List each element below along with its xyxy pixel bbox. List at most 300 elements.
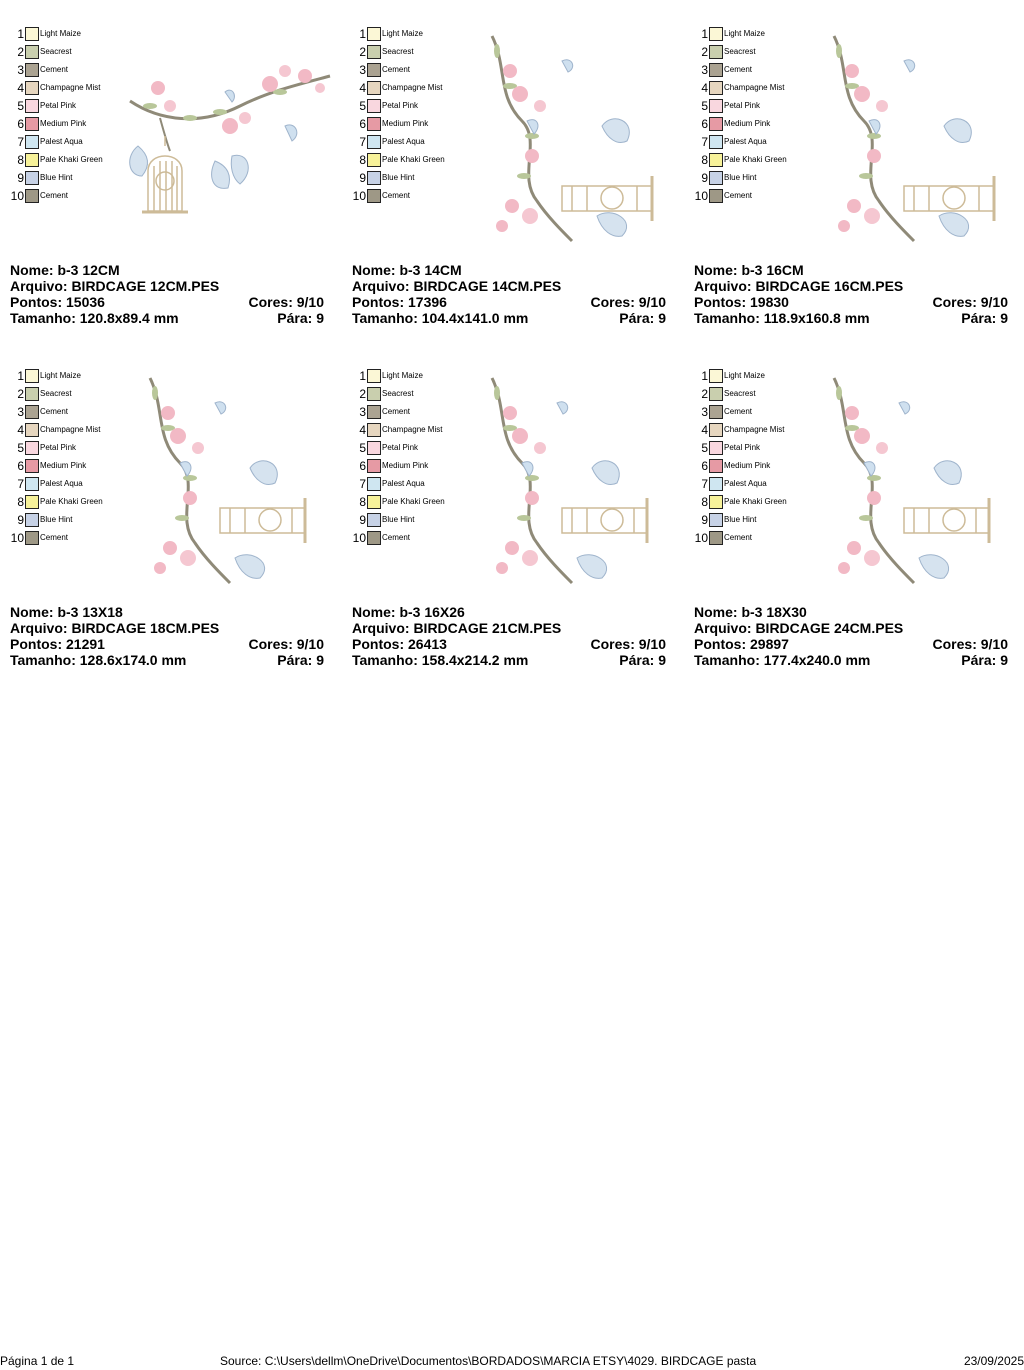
thread-row: [10, 98, 120, 116]
thread-name: Seacrest: [40, 389, 72, 398]
butterfly-shape: [180, 402, 277, 579]
thread-swatch: [25, 531, 39, 545]
thread-row: [352, 440, 462, 458]
tamanho-line: [694, 652, 1008, 668]
thread-number: 9: [701, 171, 708, 185]
design-name: Nome: b-3 16CM: [694, 262, 804, 278]
stop-count: Pára: 9: [961, 310, 1008, 326]
file-name: Arquivo: BIRDCAGE 12CM.PES: [10, 278, 220, 294]
thread-row: [10, 188, 120, 206]
design-name: Nome: b-3 18X30: [694, 604, 807, 620]
design-info: [352, 604, 666, 668]
thread-name: Champagne Mist: [724, 83, 785, 92]
thread-name: Cement: [724, 407, 753, 416]
file-name: Arquivo: BIRDCAGE 24CM.PES: [694, 620, 904, 636]
thread-name: Cement: [382, 65, 411, 74]
thread-row: [10, 458, 120, 476]
thread-row: [352, 458, 462, 476]
pontos-line: [10, 636, 324, 652]
thread-row: [352, 530, 462, 548]
thread-swatch: [367, 513, 381, 527]
thread-swatch: [709, 63, 723, 77]
thread-row: [10, 404, 120, 422]
thread-name: Cement: [382, 533, 411, 542]
thread-number: 7: [359, 477, 366, 491]
thread-name: Light Maize: [724, 29, 765, 38]
thread-row: [352, 98, 462, 116]
design-info: [352, 262, 666, 326]
thread-number: 10: [694, 189, 708, 203]
color-count: Cores: 9/10: [590, 294, 666, 310]
thread-row: [694, 404, 804, 422]
tamanho-line: [694, 310, 1008, 326]
thread-name: Medium Pink: [40, 119, 87, 128]
thread-name: Pale Khaki Green: [382, 497, 445, 506]
page-number: Página 1 de 1: [0, 1354, 75, 1368]
arquivo-line: [10, 620, 324, 636]
thread-row: [10, 80, 120, 98]
thread-swatch: [25, 459, 39, 473]
thread-number: 3: [17, 63, 24, 77]
thread-name: Palest Aqua: [724, 479, 767, 488]
thread-swatch: [709, 171, 723, 185]
thread-name: Palest Aqua: [382, 479, 425, 488]
thread-number: 10: [352, 189, 366, 203]
embroidery-preview-image: [120, 26, 340, 246]
thread-row: [10, 386, 120, 404]
thread-swatch: [709, 441, 723, 455]
thread-number: 5: [17, 441, 24, 455]
thread-number: 3: [701, 63, 708, 77]
thread-name: Petal Pink: [724, 101, 761, 110]
thread-row: [10, 116, 120, 134]
thread-name: Palest Aqua: [382, 137, 425, 146]
thread-number: 5: [701, 99, 708, 113]
thread-number: 6: [359, 117, 366, 131]
thread-name: Cement: [382, 407, 411, 416]
thread-number: 5: [17, 99, 24, 113]
thread-number: 7: [701, 135, 708, 149]
design-name: Nome: b-3 16X26: [352, 604, 465, 620]
branch-horizontal: [130, 65, 330, 151]
thread-swatch: [25, 153, 39, 167]
thread-row: [10, 494, 120, 512]
thread-row: [694, 368, 804, 386]
thread-number: 6: [701, 117, 708, 131]
thread-swatch: [367, 63, 381, 77]
embroidery-preview-image: [804, 368, 1024, 588]
thread-row: [694, 170, 804, 188]
thread-row: [10, 170, 120, 188]
stop-count: Pára: 9: [277, 652, 324, 668]
thread-row: [694, 134, 804, 152]
design-card: [694, 368, 1024, 688]
thread-name: Cement: [382, 191, 411, 200]
thread-row: [694, 386, 804, 404]
thread-number: 7: [17, 135, 24, 149]
stop-count: Pára: 9: [619, 310, 666, 326]
thread-row: [694, 26, 804, 44]
thread-number: 10: [352, 531, 366, 545]
thread-name: Cement: [724, 191, 753, 200]
thread-row: [10, 62, 120, 80]
birdcage-shape: [562, 498, 647, 543]
thread-row: [694, 152, 804, 170]
thread-row: [352, 44, 462, 62]
thread-row: [352, 476, 462, 494]
thread-name: Light Maize: [40, 371, 81, 380]
nome-line: [694, 604, 1008, 620]
thread-name: Blue Hint: [40, 515, 73, 524]
design-info: [694, 262, 1008, 326]
thread-number: 2: [359, 45, 366, 59]
thread-swatch: [367, 495, 381, 509]
tamanho-line: [352, 310, 666, 326]
thread-row: [352, 134, 462, 152]
design-size: Tamanho: 118.9x160.8 mm: [694, 310, 870, 326]
thread-row: [694, 62, 804, 80]
thread-swatch: [367, 459, 381, 473]
tamanho-line: [352, 652, 666, 668]
thread-swatch: [367, 369, 381, 383]
thread-number: 3: [17, 405, 24, 419]
thread-swatch: [367, 531, 381, 545]
nome-line: [352, 604, 666, 620]
thread-row: [352, 512, 462, 530]
design-info: [694, 604, 1008, 668]
thread-swatch: [709, 477, 723, 491]
thread-row: [10, 134, 120, 152]
birdcage-shape: [142, 136, 188, 212]
birdcage-shape: [220, 498, 305, 543]
thread-name: Blue Hint: [382, 173, 415, 182]
thread-name: Pale Khaki Green: [382, 155, 445, 164]
thread-number: 6: [701, 459, 708, 473]
design-name: Nome: b-3 12CM: [10, 262, 120, 278]
thread-swatch: [25, 369, 39, 383]
thread-row: [352, 188, 462, 206]
stitch-count: Pontos: 26413: [352, 636, 447, 652]
thread-number: 6: [359, 459, 366, 473]
thread-row: [694, 530, 804, 548]
pontos-line: [694, 294, 1008, 310]
thread-number: 8: [359, 153, 366, 167]
thread-number: 3: [359, 405, 366, 419]
design-info: [10, 262, 324, 326]
thread-swatch: [367, 99, 381, 113]
thread-number: 4: [701, 423, 708, 437]
thread-name: Seacrest: [724, 389, 756, 398]
thread-number: 5: [359, 441, 366, 455]
design-size: Tamanho: 158.4x214.2 mm: [352, 652, 529, 668]
thread-row: [694, 98, 804, 116]
thread-swatch: [709, 459, 723, 473]
thread-number: 9: [17, 513, 24, 527]
thread-row: [10, 368, 120, 386]
thread-row: [10, 476, 120, 494]
source-path: Source: C:\Users\dellm\OneDrive\Documentos\BORDADOS\MARCIA ETSY\4029. BIRDCAGE pasta: [220, 1354, 757, 1368]
arquivo-line: [694, 620, 1008, 636]
thread-name: Petal Pink: [382, 443, 419, 452]
thread-number: 10: [10, 531, 24, 545]
thread-number: 2: [359, 387, 366, 401]
thread-swatch: [709, 423, 723, 437]
thread-swatch: [367, 45, 381, 59]
thread-swatch: [367, 477, 381, 491]
thread-row: [352, 80, 462, 98]
thread-swatch: [367, 189, 381, 203]
thread-number: 1: [359, 27, 366, 41]
thread-name: Medium Pink: [40, 461, 87, 470]
thread-number: 2: [701, 45, 708, 59]
stop-count: Pára: 9: [961, 652, 1008, 668]
thread-swatch: [25, 135, 39, 149]
thread-number: 9: [359, 171, 366, 185]
thread-name: Champagne Mist: [40, 425, 101, 434]
thread-name: Seacrest: [382, 389, 414, 398]
thread-swatch: [709, 135, 723, 149]
thread-swatch: [25, 117, 39, 131]
thread-row: [352, 368, 462, 386]
thread-row: [10, 530, 120, 548]
thread-number: 6: [17, 117, 24, 131]
thread-name: Medium Pink: [382, 119, 429, 128]
thread-name: Cement: [40, 191, 69, 200]
thread-number: 1: [17, 27, 24, 41]
thread-row: [694, 422, 804, 440]
thread-row: [352, 26, 462, 44]
butterfly-shape: [522, 402, 619, 579]
thread-swatch: [25, 423, 39, 437]
design-name: Nome: b-3 13X18: [10, 604, 123, 620]
thread-swatch: [709, 513, 723, 527]
thread-swatch: [25, 405, 39, 419]
thread-number: 3: [359, 63, 366, 77]
thread-number: 4: [359, 81, 366, 95]
thread-name: Petal Pink: [40, 443, 77, 452]
thread-swatch: [25, 99, 39, 113]
thread-name: Cement: [40, 533, 69, 542]
thread-swatch: [709, 153, 723, 167]
design-size: Tamanho: 120.8x89.4 mm: [10, 310, 179, 326]
design-card: [694, 26, 1024, 346]
stitch-count: Pontos: 29897: [694, 636, 789, 652]
branch-vertical: [834, 36, 914, 241]
thread-number: 5: [701, 441, 708, 455]
thread-number: 8: [701, 495, 708, 509]
thread-name: Cement: [724, 65, 753, 74]
thread-swatch: [367, 423, 381, 437]
thread-name: Blue Hint: [382, 515, 415, 524]
thread-name: Champagne Mist: [382, 425, 443, 434]
thread-number: 6: [17, 459, 24, 473]
thread-swatch: [709, 531, 723, 545]
thread-swatch: [367, 153, 381, 167]
stop-count: Pára: 9: [277, 310, 324, 326]
design-info: [10, 604, 324, 668]
thread-number: 4: [17, 423, 24, 437]
thread-swatch: [367, 171, 381, 185]
thread-number: 3: [701, 405, 708, 419]
thread-swatch: [709, 369, 723, 383]
butterfly-shape: [864, 402, 961, 579]
thread-swatch: [709, 99, 723, 113]
thread-row: [694, 80, 804, 98]
birdcage-shape: [904, 498, 989, 543]
thread-name: Light Maize: [382, 29, 423, 38]
thread-swatch: [25, 189, 39, 203]
color-count: Cores: 9/10: [248, 636, 324, 652]
thread-swatch: [709, 117, 723, 131]
color-count: Cores: 9/10: [248, 294, 324, 310]
thread-number: 4: [359, 423, 366, 437]
thread-number: 8: [359, 495, 366, 509]
thread-number: 2: [701, 387, 708, 401]
thread-row: [694, 494, 804, 512]
arquivo-line: [352, 620, 666, 636]
thread-row: [352, 62, 462, 80]
thread-name: Medium Pink: [724, 461, 771, 470]
color-count: Cores: 9/10: [590, 636, 666, 652]
embroidery-preview-image: [462, 368, 682, 588]
thread-name: Light Maize: [40, 29, 81, 38]
thread-number: 8: [701, 153, 708, 167]
thread-swatch: [25, 27, 39, 41]
thread-swatch: [709, 45, 723, 59]
color-count: Cores: 9/10: [932, 636, 1008, 652]
design-card: [10, 368, 340, 688]
tamanho-line: [10, 652, 324, 668]
thread-name: Champagne Mist: [40, 83, 101, 92]
thread-number: 5: [359, 99, 366, 113]
thread-number: 9: [359, 513, 366, 527]
thread-row: [352, 116, 462, 134]
pontos-line: [10, 294, 324, 310]
thread-row: [352, 494, 462, 512]
thread-name: Cement: [724, 533, 753, 542]
thread-name: Pale Khaki Green: [40, 155, 103, 164]
nome-line: [352, 262, 666, 278]
thread-row: [10, 422, 120, 440]
thread-row: [694, 116, 804, 134]
pontos-line: [352, 636, 666, 652]
thread-number: 2: [17, 387, 24, 401]
thread-name: Blue Hint: [40, 173, 73, 182]
thread-number: 1: [701, 369, 708, 383]
thread-number: 7: [17, 477, 24, 491]
thread-name: Pale Khaki Green: [724, 497, 787, 506]
thread-row: [10, 440, 120, 458]
stitch-count: Pontos: 15036: [10, 294, 105, 310]
thread-row: [694, 188, 804, 206]
file-name: Arquivo: BIRDCAGE 14CM.PES: [352, 278, 562, 294]
thread-number: 8: [17, 153, 24, 167]
thread-name: Light Maize: [382, 371, 423, 380]
thread-row: [694, 44, 804, 62]
thread-name: Pale Khaki Green: [724, 155, 787, 164]
arquivo-line: [694, 278, 1008, 294]
file-name: Arquivo: BIRDCAGE 18CM.PES: [10, 620, 220, 636]
embroidery-preview-image: [120, 368, 340, 588]
stitch-count: Pontos: 17396: [352, 294, 447, 310]
thread-name: Medium Pink: [382, 461, 429, 470]
design-size: Tamanho: 128.6x174.0 mm: [10, 652, 187, 668]
thread-number: 10: [694, 531, 708, 545]
thread-number: 1: [17, 369, 24, 383]
thread-number: 4: [17, 81, 24, 95]
thread-swatch: [367, 81, 381, 95]
thread-number: 1: [701, 27, 708, 41]
thread-name: Light Maize: [724, 371, 765, 380]
thread-row: [10, 44, 120, 62]
stitch-count: Pontos: 19830: [694, 294, 789, 310]
thread-swatch: [25, 495, 39, 509]
thread-swatch: [367, 27, 381, 41]
thread-name: Seacrest: [724, 47, 756, 56]
thread-name: Cement: [40, 65, 69, 74]
thread-row: [694, 476, 804, 494]
thread-row: [352, 170, 462, 188]
stitch-count: Pontos: 21291: [10, 636, 105, 652]
thread-row: [10, 26, 120, 44]
thread-name: Pale Khaki Green: [40, 497, 103, 506]
thread-swatch: [709, 81, 723, 95]
thread-swatch: [25, 387, 39, 401]
thread-number: 8: [17, 495, 24, 509]
branch-vertical: [492, 36, 572, 241]
tamanho-line: [10, 310, 324, 326]
thread-name: Blue Hint: [724, 515, 757, 524]
arquivo-line: [10, 278, 324, 294]
thread-row: [10, 152, 120, 170]
thread-swatch: [25, 171, 39, 185]
thread-swatch: [25, 441, 39, 455]
pontos-line: [694, 636, 1008, 652]
thread-row: [352, 386, 462, 404]
thread-name: Petal Pink: [382, 101, 419, 110]
thread-name: Champagne Mist: [724, 425, 785, 434]
stop-count: Pára: 9: [619, 652, 666, 668]
pontos-line: [352, 294, 666, 310]
thread-number: 1: [359, 369, 366, 383]
design-card: [10, 26, 340, 346]
thread-number: 4: [701, 81, 708, 95]
thread-name: Petal Pink: [40, 101, 77, 110]
thread-swatch: [25, 63, 39, 77]
thread-swatch: [709, 405, 723, 419]
thread-swatch: [367, 135, 381, 149]
thread-name: Petal Pink: [724, 443, 761, 452]
thread-swatch: [25, 477, 39, 491]
thread-row: [10, 512, 120, 530]
nome-line: [10, 262, 324, 278]
thread-name: Medium Pink: [724, 119, 771, 128]
design-size: Tamanho: 104.4x141.0 mm: [352, 310, 529, 326]
thread-row: [694, 512, 804, 530]
thread-number: 9: [17, 171, 24, 185]
nome-line: [10, 604, 324, 620]
thread-row: [694, 440, 804, 458]
design-card: [352, 368, 682, 688]
thread-swatch: [25, 513, 39, 527]
thread-swatch: [367, 117, 381, 131]
design-name: Nome: b-3 14CM: [352, 262, 462, 278]
file-name: Arquivo: BIRDCAGE 16CM.PES: [694, 278, 904, 294]
thread-name: Cement: [40, 407, 69, 416]
thread-name: Champagne Mist: [382, 83, 443, 92]
thread-name: Blue Hint: [724, 173, 757, 182]
file-name: Arquivo: BIRDCAGE 21CM.PES: [352, 620, 562, 636]
